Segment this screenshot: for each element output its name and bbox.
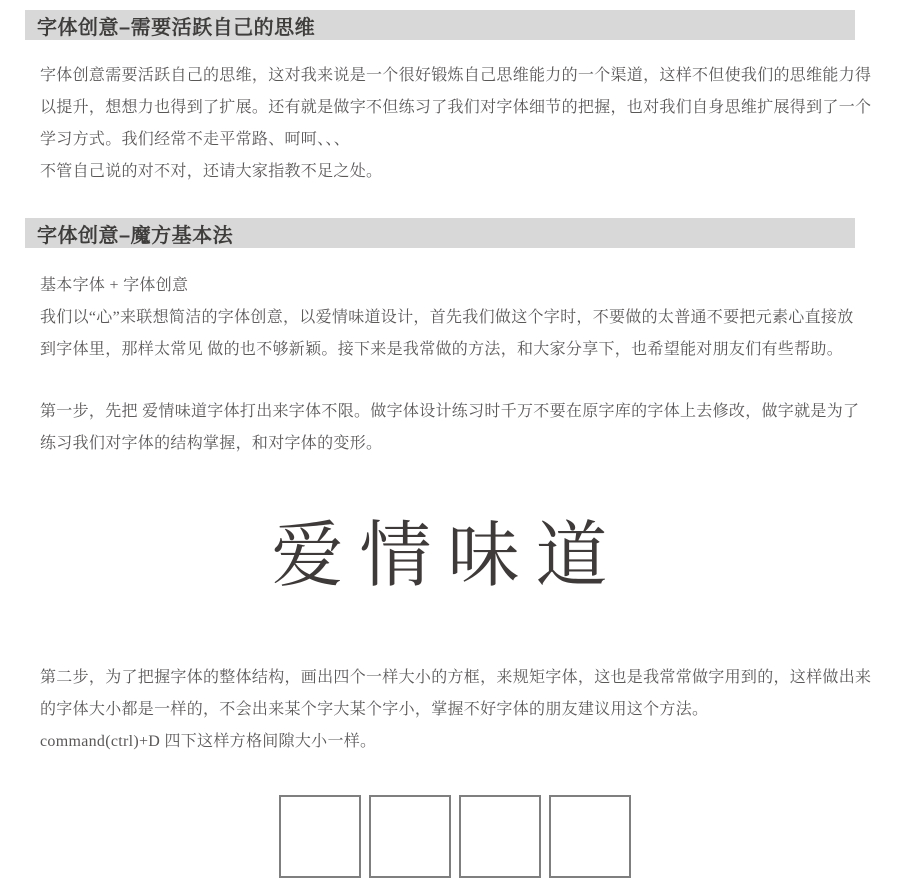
section-title-method: 字体创意–魔方基本法 — [37, 224, 234, 247]
guide-box — [279, 795, 361, 878]
step2-paragraph: 第二步，为了把握字体的整体结构，画出四个一样大小的方框，来规矩字体，这也是我常常做字用到的，这样做出来 的字体大小都是一样的，不会出来某个字大某个字小，掌握不好字体的朋友建议用这个方法。 command(ctrl)+D 四下这样方格间隙大小一样。 — [40, 669, 872, 750]
section-header-thinking — [25, 10, 855, 40]
step1-paragraph: 第一步，先把 爱情味道字体打出来字体不限。做字体设计练习时千万不要在原字库的字体上去修改，做字就是为了 练习我们对字体的结构掌握，和对字体的变形。 — [40, 403, 860, 452]
method-paragraph: 基本字体 + 字体创意 我们以“心”来联想简洁的字体创意，以爱情味道设计，首先我们做这个字时，不要做的太普通不要把元素心直接放 到字体里，那样太常见 做的也不够新颖。接下来是我常做的方法，和大家分享下，也希望能对朋友们有些帮助。 — [40, 277, 854, 358]
section-header-method — [25, 218, 855, 248]
guide-box — [369, 795, 451, 878]
guide-box — [549, 795, 631, 878]
sample-wordmark: 爱情味道 — [271, 516, 624, 596]
section-title-thinking: 字体创意–需要活跃自己的思维 — [37, 16, 316, 39]
guide-boxes-row — [279, 795, 631, 878]
guide-box — [459, 795, 541, 878]
intro-paragraph: 字体创意需要活跃自己的思维，这对我来说是一个很好锻炼自己思维能力的一个渠道，这样不但使我们的思维能力得 以提升，想想力也得到了扩展。还有就是做字不但练习了我们对字体细节的把握，也对我们自身思维扩展得到了一个 学习方式。我们经常不走平常路、呵呵、、、 不管自己说的对不对，还请大家指教不足之处。 — [40, 67, 872, 180]
